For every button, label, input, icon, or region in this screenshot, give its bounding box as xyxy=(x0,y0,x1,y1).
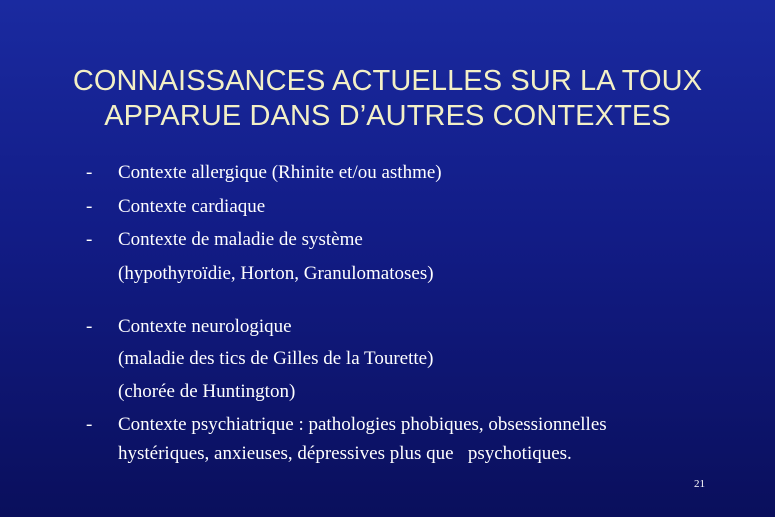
title-line-2: APPARUE DANS D’AUTRES CONTEXTES xyxy=(104,100,671,132)
title-line-1: CONNAISSANCES ACTUELLES SUR LA TOUX xyxy=(72,65,703,97)
bullet-marker: - xyxy=(86,316,93,337)
list-item-text: Contexte psychiatrique : pathologies phobiques, obsessionnelles xyxy=(118,414,607,435)
bullet-marker: - xyxy=(86,196,93,217)
list-item-text: (chorée de Huntington) xyxy=(118,381,296,402)
list-item-text: (maladie des tics de Gilles de la Tourette) xyxy=(118,348,434,369)
list-item-text: Contexte allergique (Rhinite et/ou asthme) xyxy=(118,162,442,183)
list-item-text: Contexte de maladie de système xyxy=(118,229,363,250)
bullet-marker: - xyxy=(86,229,93,250)
bullet-marker: - xyxy=(86,414,93,435)
list-item-text: hystériques, anxieuses, dépressives plus que psychotiques. xyxy=(118,443,572,464)
list-item-text: (hypothyroïdie, Horton, Granulomatoses) xyxy=(118,263,434,284)
page-number: 21 xyxy=(694,478,705,490)
list-item-text: Contexte neurologique xyxy=(118,316,292,337)
bullet-marker: - xyxy=(86,162,93,183)
list-item-text: Contexte cardiaque xyxy=(118,196,266,217)
